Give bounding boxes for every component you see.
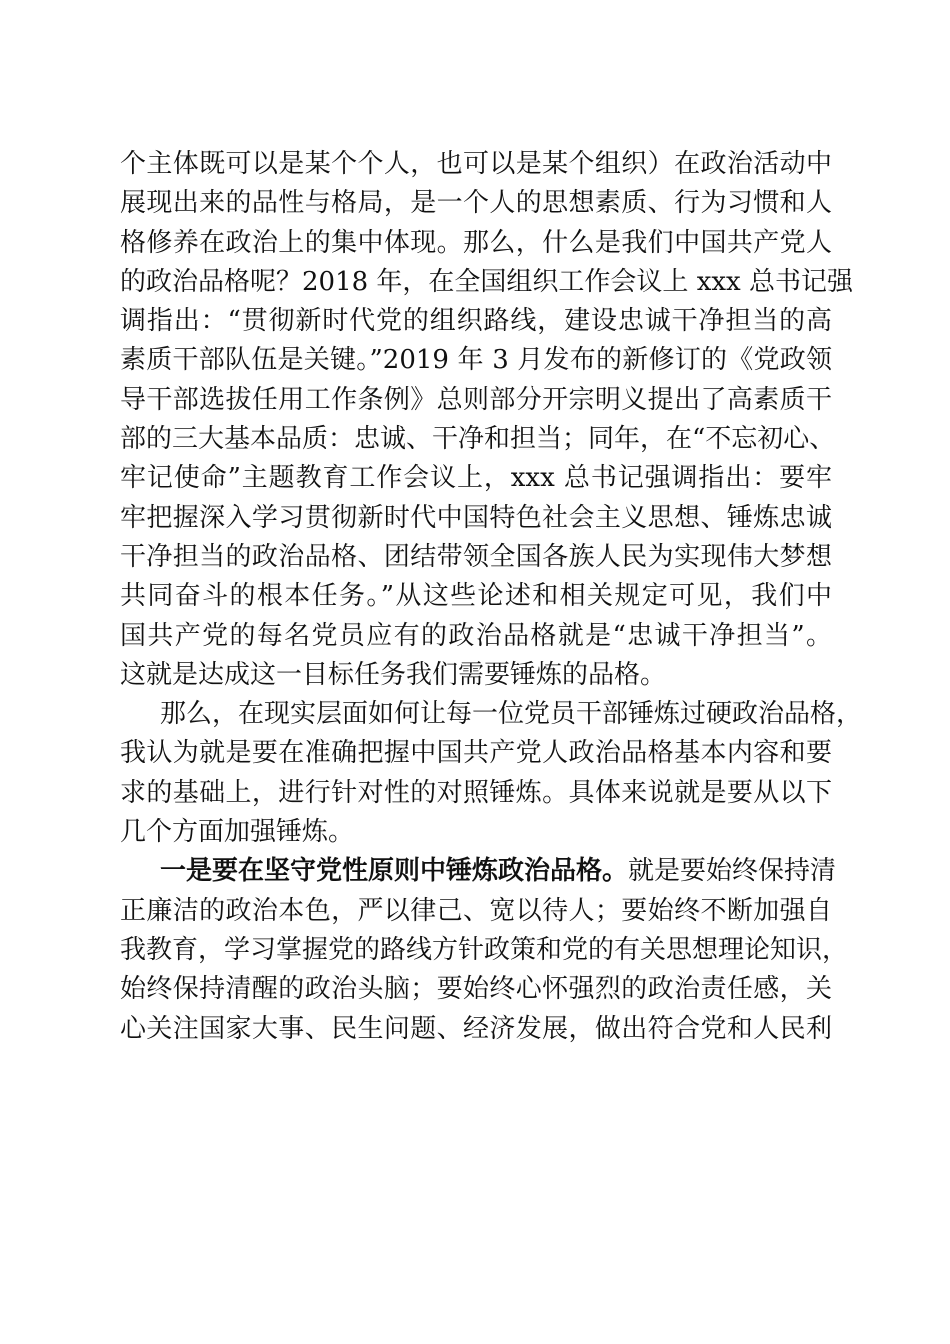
text-line: 我认为就是要在准确把握中国共产党人政治品格基本内容和要	[120, 738, 832, 769]
document-body	[120, 145, 863, 1049]
bold-lead-heading: 一是要在坚守党性原则中锤炼政治品格。	[160, 856, 629, 887]
text-line: 几个方面加强锤炼。	[120, 817, 355, 848]
text-line: 牢记使命”主题教育工作会议上，xxx 总书记强调指出：要牢	[120, 463, 832, 494]
text-line: 这就是达成这一目标任务我们需要锤炼的品格。	[120, 659, 667, 690]
text-line: 的政治品格呢？2018 年，在全国组织工作会议上 xxx 总书记强	[120, 266, 853, 297]
text-run: 就是要始终保持清	[628, 856, 837, 887]
text-line: 正廉洁的政治本色，严以律己、宽以待人；要始终不断加强自	[120, 895, 832, 926]
text-line: 始终保持清醒的政治头脑；要始终心怀强烈的政治责任感，关	[120, 974, 832, 1005]
text-line: 展现出来的品性与格局，是一个人的思想素质、行为习惯和人	[120, 188, 832, 219]
paragraph-3	[120, 852, 849, 1048]
text-line: 导干部选拔任用工作条例》总则部分开宗明义提出了高素质干	[120, 384, 832, 415]
text-line: 共同奋斗的根本任务。”从这些论述和相关规定可见，我们中	[120, 581, 832, 612]
paragraph-1	[120, 145, 853, 695]
paragraph-2	[120, 695, 863, 852]
text-line: 部的三大基本品质：忠诚、干净和担当；同年，在“不忘初心、	[120, 424, 836, 455]
text-line: 求的基础上，进行针对性的对照锤炼。具体来说就是要从以下	[120, 777, 832, 808]
text-line: 个主体既可以是某个个人，也可以是某个组织）在政治活动中	[120, 149, 832, 179]
text-line: 心关注国家大事、民生问题、经济发展，做出符合党和人民利	[120, 1013, 832, 1044]
text-line: 我教育，学习掌握党的路线方针政策和党的有关思想理论知识，	[120, 934, 849, 965]
text-line: 牢把握深入学习贯彻新时代中国特色社会主义思想、锤炼忠诚	[120, 502, 832, 533]
text-line: 那么，在现实层面如何让每一位党员干部锤炼过硬政治品格，	[160, 699, 863, 730]
text-line: 素质干部队伍是关键。”2019 年 3 月发布的新修订的《党政领	[120, 345, 832, 376]
text-line	[120, 852, 837, 891]
text-line: 国共产党的每名党员应有的政治品格就是“忠诚干净担当”。	[120, 620, 832, 651]
text-line: 格修养在政治上的集中体现。那么，什么是我们中国共产党人	[120, 227, 832, 258]
text-line: 调指出：“贯彻新时代党的组织路线，建设忠诚干净担当的高	[120, 306, 832, 337]
text-line: 干净担当的政治品格、团结带领全国各族人民为实现伟大梦想	[120, 541, 832, 572]
